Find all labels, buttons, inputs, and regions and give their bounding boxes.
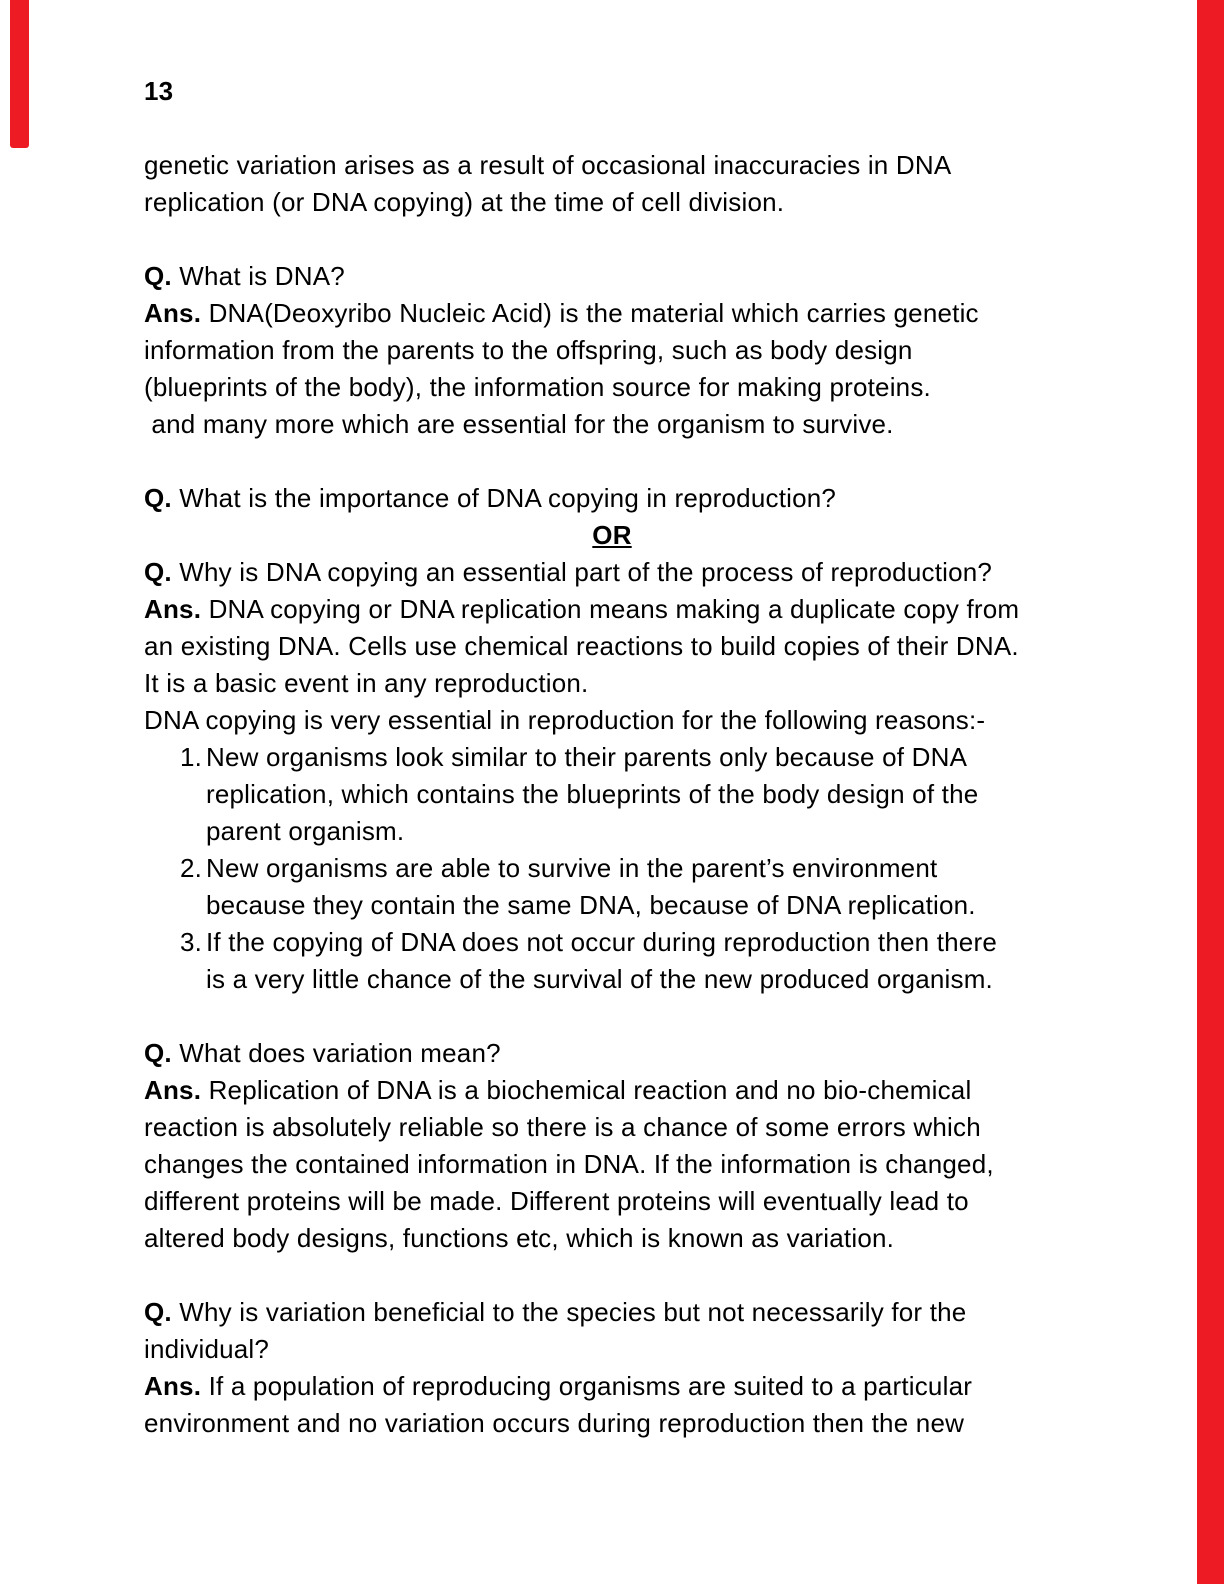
document-text-area	[144, 73, 1080, 1442]
text-line	[144, 147, 1080, 184]
line-text: is a very little chance of the survival of the new produced organism.	[206, 964, 993, 994]
red-page-edge-top-left	[10, 0, 29, 148]
answer-line	[144, 591, 1080, 628]
line-text: replication (or DNA copying) at the time of cell division.	[144, 187, 785, 217]
line-text: New organisms are able to survive in the parent’s environment	[206, 853, 938, 883]
line-text: 13	[144, 76, 174, 106]
line-text: What is DNA?	[171, 261, 345, 291]
text-line	[144, 332, 1080, 369]
list-item-line	[144, 850, 1080, 887]
text-line	[144, 702, 1080, 739]
answer-line	[144, 1368, 1080, 1405]
line-text: genetic variation arises as a result of occasional inaccuracies in DNA	[144, 150, 952, 180]
line-text: DNA copying is very essential in reproduction for the following reasons:-	[144, 705, 986, 735]
line-text: Replication of DNA is a biochemical reaction and no bio-chemical	[201, 1075, 972, 1105]
line-text: changes the contained information in DNA. If the information is changed,	[144, 1149, 994, 1179]
line-text: What is the importance of DNA copying in reproduction?	[171, 483, 837, 513]
line-text: environment and no variation occurs during reproduction then the new	[144, 1408, 965, 1438]
blank-line	[144, 110, 1080, 147]
qa-label: Ans.	[144, 594, 202, 624]
line-text: What does variation mean?	[171, 1038, 501, 1068]
qa-label: Q.	[144, 557, 172, 587]
list-item-number: 1.	[180, 742, 203, 772]
line-text: parent organism.	[206, 816, 405, 846]
qa-label: Ans.	[144, 1075, 202, 1105]
list-item-line	[144, 776, 1080, 813]
blank-line	[144, 1257, 1080, 1294]
line-text: altered body designs, functions etc, which is known as variation.	[144, 1223, 895, 1253]
question-line	[144, 554, 1080, 591]
answer-line	[144, 1072, 1080, 1109]
line-text: It is a basic event in any reproduction.	[144, 668, 589, 698]
line-text: DNA(Deoxyribo Nucleic Acid) is the material which carries genetic	[201, 298, 979, 328]
qa-label: Ans.	[144, 1371, 202, 1401]
or-separator: OR	[592, 520, 632, 550]
qa-label: Q.	[144, 1297, 172, 1327]
line-text: and many more which are essential for the organism to survive.	[144, 409, 894, 439]
line-text: Why is DNA copying an essential part of the process of reproduction?	[171, 557, 993, 587]
text-line	[144, 369, 1080, 406]
qa-label: Q.	[144, 483, 172, 513]
list-item-number: 2.	[180, 853, 203, 883]
blank-line	[144, 221, 1080, 258]
text-line	[144, 1220, 1080, 1257]
red-page-edge-right	[1197, 0, 1224, 1584]
text-line	[144, 406, 1080, 443]
text-line	[144, 1183, 1080, 1220]
line-text: information from the parents to the offspring, such as body design	[144, 335, 913, 365]
qa-label: Q.	[144, 261, 172, 291]
text-line	[144, 1146, 1080, 1183]
question-line	[144, 480, 1080, 517]
line-text: replication, which contains the blueprints of the body design of the	[206, 779, 979, 809]
line-text: individual?	[144, 1334, 270, 1364]
text-line	[144, 1331, 1080, 1368]
qa-label: Q.	[144, 1038, 172, 1068]
line-text: an existing DNA. Cells use chemical reactions to build copies of their DNA.	[144, 631, 1019, 661]
qa-label: Ans.	[144, 298, 202, 328]
question-line	[144, 1035, 1080, 1072]
question-line	[144, 258, 1080, 295]
page-number	[144, 73, 1080, 110]
list-item-line	[144, 924, 1080, 961]
list-item-line	[144, 739, 1080, 776]
line-text: New organisms look similar to their parents only because of DNA	[206, 742, 968, 772]
line-text: reaction is absolutely reliable so there is a chance of some errors which	[144, 1112, 981, 1142]
line-text: (blueprints of the body), the information source for making proteins.	[144, 372, 931, 402]
line-text: If a population of reproducing organisms are suited to a particular	[201, 1371, 973, 1401]
line-text: DNA copying or DNA replication means making a duplicate copy from	[201, 594, 1020, 624]
text-line	[144, 184, 1080, 221]
text-line	[144, 1109, 1080, 1146]
line-text: different proteins will be made. Different proteins will eventually lead to	[144, 1186, 969, 1216]
blank-line	[144, 443, 1080, 480]
line-text: because they contain the same DNA, because of DNA replication.	[206, 890, 976, 920]
list-item-line	[144, 813, 1080, 850]
blank-line	[144, 998, 1080, 1035]
answer-line	[144, 295, 1080, 332]
text-line	[144, 665, 1080, 702]
text-line	[144, 1405, 1080, 1442]
line-text: If the copying of DNA does not occur during reproduction then there	[206, 927, 997, 957]
list-item-line	[144, 961, 1080, 998]
question-line	[144, 1294, 1080, 1331]
list-item-line	[144, 887, 1080, 924]
text-line	[144, 628, 1080, 665]
or-separator-line	[144, 517, 1080, 554]
line-text: Why is variation beneficial to the species but not necessarily for the	[171, 1297, 967, 1327]
list-item-number: 3.	[180, 927, 203, 957]
